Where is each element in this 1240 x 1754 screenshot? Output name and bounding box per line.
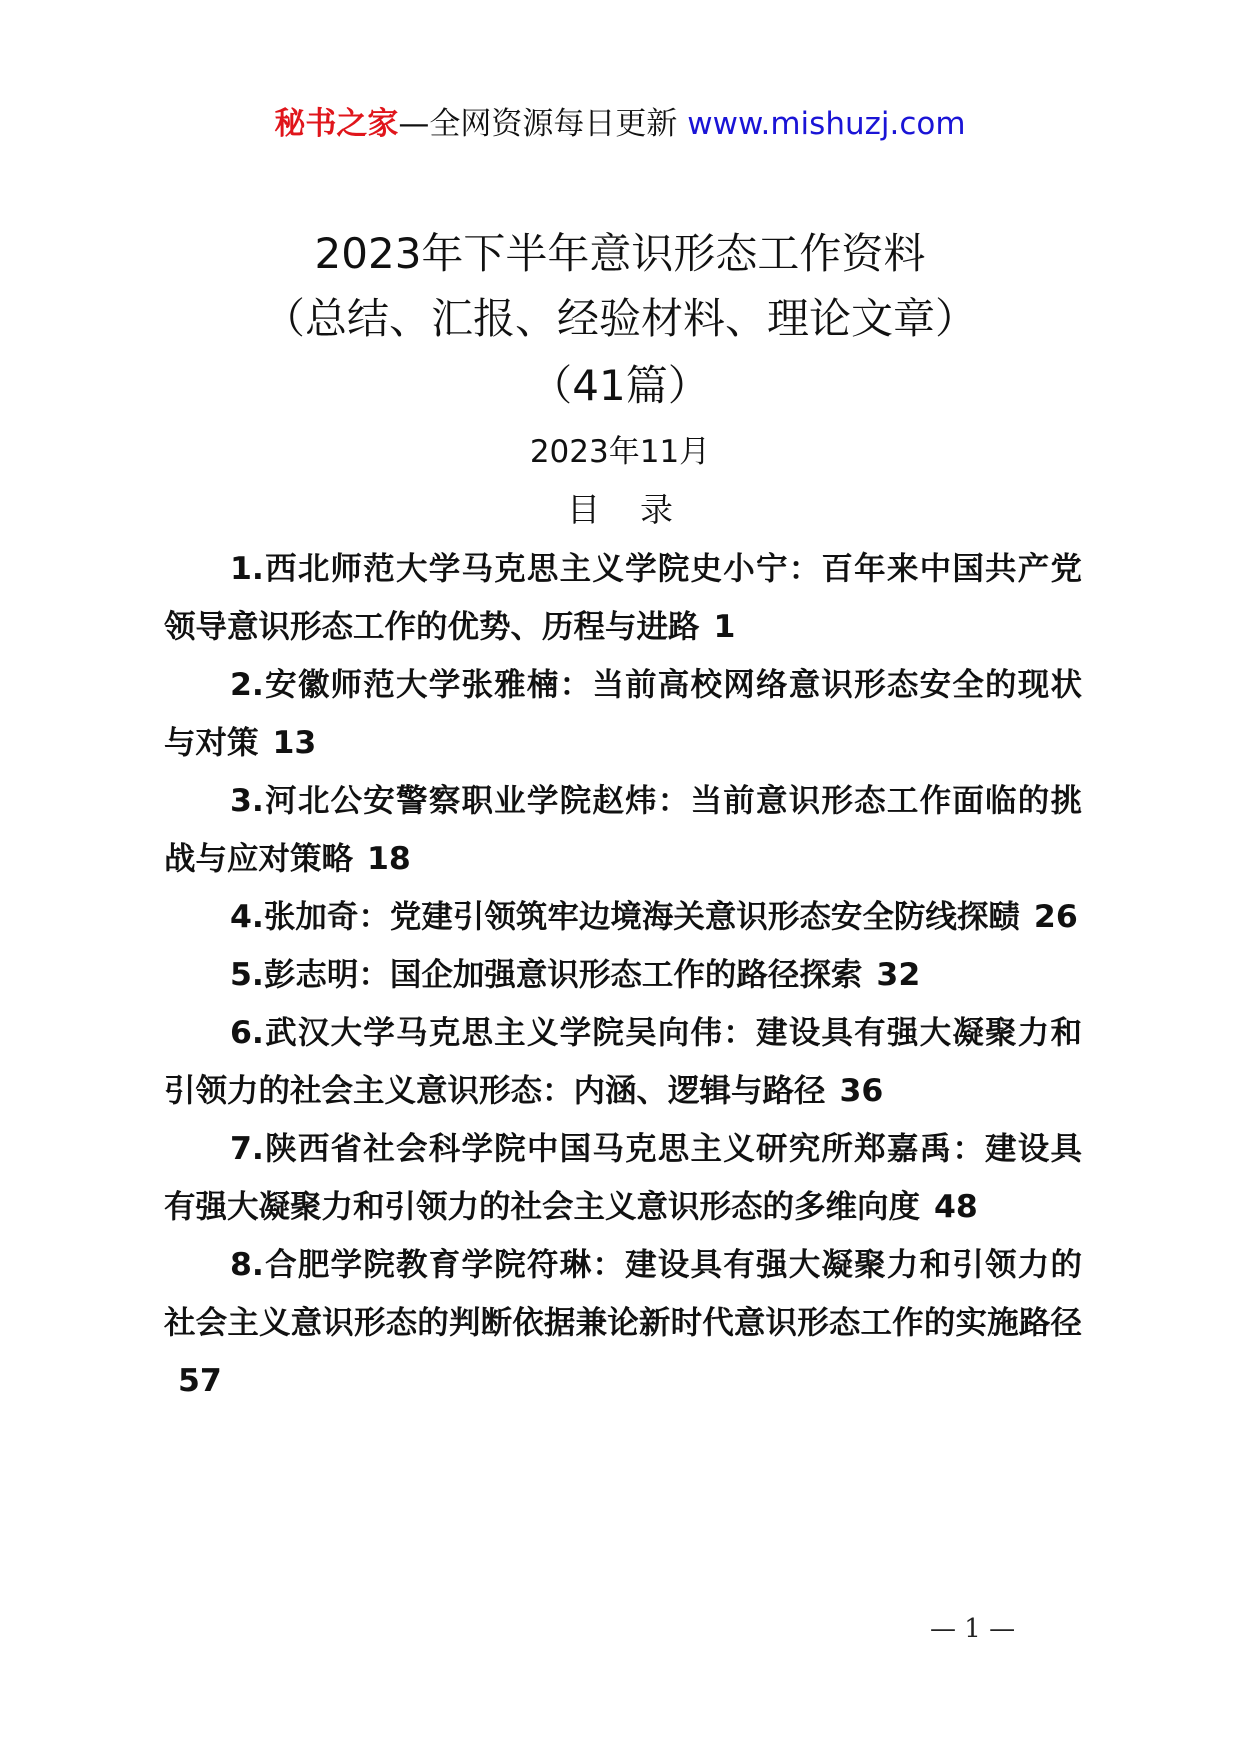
site-url-link[interactable]: www.mishuzj.com: [687, 106, 966, 142]
toc-entry-number: 4.: [230, 899, 264, 935]
toc-entry[interactable]: [164, 888, 1082, 946]
toc-entry-number: 1.: [230, 551, 264, 587]
toc-entry-title: 彭志明：国企加强意识形态工作的路径探索: [263, 957, 863, 993]
toc-entry-page: 26: [1033, 899, 1078, 935]
site-header: [0, 102, 1240, 146]
toc-entry[interactable]: [164, 946, 1082, 1004]
toc-entry-title: 西北师范大学马克思主义学院史小宁：百年来中国共产党领导意识形态工作的优势、历程与进路: [164, 551, 1082, 645]
toc-entry-number: 8.: [230, 1247, 264, 1283]
document-subtitle: （总结、汇报、经验材料、理论文章）: [262, 294, 977, 343]
document-title: 2023年下半年意识形态工作资料: [314, 229, 926, 278]
toc-entry[interactable]: [164, 656, 1082, 772]
toc-entry-title: 张加奇：党建引领筑牢边境海关意识形态安全防线探赜: [263, 899, 1020, 935]
toc-entry-page: 1: [713, 609, 736, 645]
toc-entry[interactable]: [164, 1004, 1082, 1120]
toc-entry-page: 57: [178, 1363, 222, 1399]
toc-entry-page: 48: [934, 1189, 978, 1225]
toc-entry[interactable]: [164, 540, 1082, 656]
toc-entry-title: 武汉大学马克思主义学院吴向伟：建设具有强大凝聚力和引领力的社会主义意识形态：内涵、逻辑与路径: [164, 1015, 1082, 1109]
toc-entry-page: 36: [839, 1073, 884, 1109]
brand-name: 秘书之家: [274, 106, 399, 142]
toc-entry-number: 3.: [230, 783, 264, 819]
document-date: 2023年11月: [529, 434, 711, 470]
table-of-contents: [164, 540, 1082, 1410]
toc-entry[interactable]: [164, 1236, 1082, 1410]
document-count: （41篇）: [530, 361, 710, 410]
toc-entry-number: 6.: [230, 1015, 264, 1051]
toc-entry-title: 陕西省社会科学院中国马克思主义研究所郑嘉禹：建设具有强大凝聚力和引领力的社会主义意识形态的多维向度: [164, 1131, 1082, 1225]
toc-entry[interactable]: [164, 1120, 1082, 1236]
toc-entry-page: 13: [272, 725, 317, 761]
toc-heading: 目录: [567, 490, 713, 529]
toc-entry-number: 7.: [230, 1131, 264, 1167]
toc-entry-title: 合肥学院教育学院符琳：建设具有强大凝聚力和引领力的社会主义意识形态的判断依据兼论新时代意识形态工作的实施路径: [164, 1247, 1082, 1341]
toc-entry-title: 河北公安警察职业学院赵炜：当前意识形态工作面临的挑战与应对策略: [164, 783, 1082, 877]
toc-entry-title: 安徽师范大学张雅楠：当前高校网络意识形态安全的现状与对策: [164, 667, 1082, 761]
toc-entry[interactable]: [164, 772, 1082, 888]
toc-entry-number: 2.: [230, 667, 264, 703]
toc-entry-page: 32: [876, 957, 921, 993]
page-number: — 1 —: [930, 1614, 1016, 1644]
header-tagline: —全网资源每日更新: [398, 106, 678, 142]
toc-entry-number: 5.: [230, 957, 264, 993]
toc-entry-page: 18: [367, 841, 411, 877]
